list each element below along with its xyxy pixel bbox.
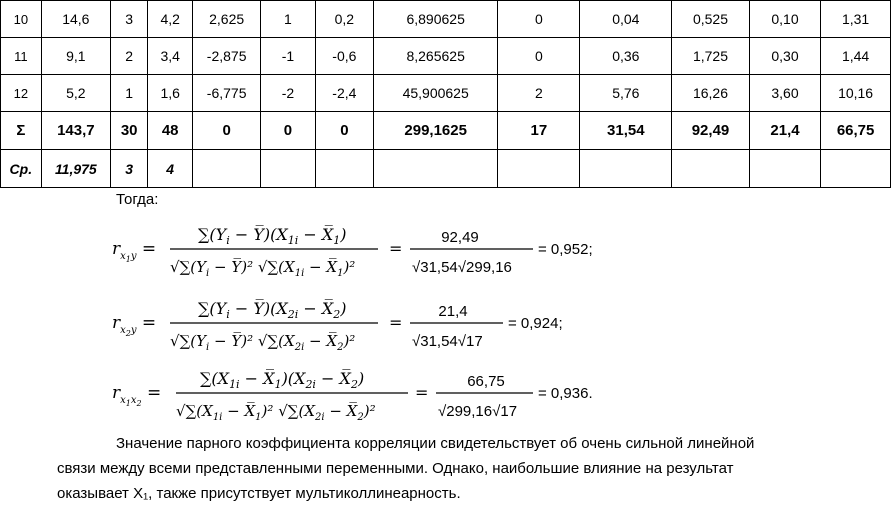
table-cell xyxy=(749,150,820,188)
table-cell xyxy=(498,150,580,188)
table-cell: 0,04 xyxy=(580,1,672,38)
data-table xyxy=(0,0,891,188)
table-cell: 5,2 xyxy=(41,75,110,112)
table-cell: 1 xyxy=(111,75,148,112)
table-cell xyxy=(580,150,672,188)
table-cell: 0,525 xyxy=(672,1,750,38)
table-cell: -2 xyxy=(261,75,315,112)
equals-sign: = xyxy=(415,383,429,402)
table-cell: 3 xyxy=(111,1,148,38)
formula-result: = 0,924; xyxy=(508,315,563,332)
table-cell: 8,265625 xyxy=(374,38,498,75)
table-cell: -6,775 xyxy=(193,75,261,112)
formula-lhs: $r_x1y$ = xyxy=(112,239,157,264)
formula-numerator: $\sum(Y_i$ − $Y̅)(X_{2i}$ − $X̅_2$) xyxy=(198,299,347,321)
table-cell xyxy=(374,150,498,188)
table-cell: 0 xyxy=(498,1,580,38)
table-cell: 0,10 xyxy=(749,1,820,38)
table-cell: 9,1 xyxy=(41,38,110,75)
table-cell xyxy=(193,150,261,188)
formula-denominator: $√\sum(Y_i$ − Y̅)² $√\sum(X_{2i}$ − $X̅_2)^2$ xyxy=(170,332,356,353)
sum-row xyxy=(1,112,891,150)
formula-lhs: $r_x1x2$ = xyxy=(112,383,162,408)
table-cell: 21,4 xyxy=(749,112,820,150)
table-cell: 0,30 xyxy=(749,38,820,75)
formula-result: = 0,952; xyxy=(538,241,593,258)
table-cell: 1,31 xyxy=(821,1,891,38)
conclusion-line-1: Значение парного коэффициента корреляции свидетельствует об очень сильной линейной xyxy=(116,435,755,452)
table-cell: 4,2 xyxy=(148,1,193,38)
table-cell: 2,625 xyxy=(193,1,261,38)
table-cell: 16,26 xyxy=(672,75,750,112)
formula-denominator: $√\sum(X_{1i}$ − $X̅_1)^2$ $√\sum(X_{2i}$ − $X̅_2)^2$ xyxy=(176,402,376,423)
table-cell: 10 xyxy=(1,1,42,38)
table-cell: 6,890625 xyxy=(374,1,498,38)
formula-r-x1x2 xyxy=(108,360,628,426)
table-cell: 11,975 xyxy=(41,150,110,188)
table-cell: 1,725 xyxy=(672,38,750,75)
table-cell: 12 xyxy=(1,75,42,112)
numeric-numerator: 92,49 xyxy=(441,229,479,246)
table-cell: 2 xyxy=(498,75,580,112)
formula-r-x1y xyxy=(108,216,628,282)
formula-result: = 0,936. xyxy=(538,385,593,402)
table-row xyxy=(1,75,891,112)
average-label: Ср. xyxy=(1,150,42,188)
table-cell: 1 xyxy=(261,1,315,38)
equals-sign: = xyxy=(389,313,403,332)
formula-denominator: $√\sum(Y_i$ − Y̅)² $√\sum(X_{1i}$ − $X̅_1)^2$ xyxy=(170,258,356,279)
sum-symbol: Σ xyxy=(1,112,42,150)
table-cell: 0,2 xyxy=(315,1,373,38)
formula-r-x2y xyxy=(108,290,628,356)
table-cell: 10,16 xyxy=(821,75,891,112)
numeric-denominator: √31,54√17 xyxy=(412,333,483,350)
conclusion-line-2: связи между всеми представленными переменными. Однако, наибольшие влияние на результат xyxy=(57,460,734,477)
then-label: Тогда: xyxy=(116,191,159,208)
table-cell: 1,44 xyxy=(821,38,891,75)
table-cell: 299,1625 xyxy=(374,112,498,150)
numeric-denominator: √299,16√17 xyxy=(438,403,518,420)
table-cell xyxy=(821,150,891,188)
equals-sign: = xyxy=(389,239,403,258)
formula-lhs: $r_x2y$ = xyxy=(112,313,157,338)
table-cell xyxy=(261,150,315,188)
conclusion-line-3: оказывает X₁, также присутствует мультиколлинеарность. xyxy=(57,485,461,502)
table-cell: 4 xyxy=(148,150,193,188)
table-cell: 17 xyxy=(498,112,580,150)
table-cell: 3 xyxy=(111,150,148,188)
numeric-denominator: √31,54√299,16 xyxy=(412,259,512,276)
table-body xyxy=(1,1,891,188)
formula-numerator: $\sum(Y_i$ − $Y̅)(X_{1i}$ − $X̅_1$) xyxy=(198,225,347,247)
table-cell: -1 xyxy=(261,38,315,75)
table-cell: -2,4 xyxy=(315,75,373,112)
table-row xyxy=(1,1,891,38)
table-cell: 14,6 xyxy=(41,1,110,38)
table-cell: 31,54 xyxy=(580,112,672,150)
table-cell: 45,900625 xyxy=(374,75,498,112)
table-cell: 0,36 xyxy=(580,38,672,75)
table-cell: 0 xyxy=(261,112,315,150)
table-row xyxy=(1,38,891,75)
numeric-numerator: 21,4 xyxy=(438,303,468,320)
table-cell: 3,4 xyxy=(148,38,193,75)
table-cell: 30 xyxy=(111,112,148,150)
table-cell: 0 xyxy=(498,38,580,75)
table-cell: 5,76 xyxy=(580,75,672,112)
formula-numerator: $\sum(X_{1i}$ − $X̅_1)(X_{2i}$ − $X̅_2$) xyxy=(200,369,365,391)
table-cell xyxy=(315,150,373,188)
table-cell: 66,75 xyxy=(821,112,891,150)
table-cell: 11 xyxy=(1,38,42,75)
table-cell: 2 xyxy=(111,38,148,75)
table-cell: 0 xyxy=(315,112,373,150)
table-cell: -2,875 xyxy=(193,38,261,75)
table-cell: 143,7 xyxy=(41,112,110,150)
table-cell xyxy=(672,150,750,188)
average-row xyxy=(1,150,891,188)
table-cell: 48 xyxy=(148,112,193,150)
table-cell: 0 xyxy=(193,112,261,150)
table-cell: 3,60 xyxy=(749,75,820,112)
table-cell: -0,6 xyxy=(315,38,373,75)
table-cell: 92,49 xyxy=(672,112,750,150)
numeric-numerator: 66,75 xyxy=(467,373,505,390)
table-cell: 1,6 xyxy=(148,75,193,112)
